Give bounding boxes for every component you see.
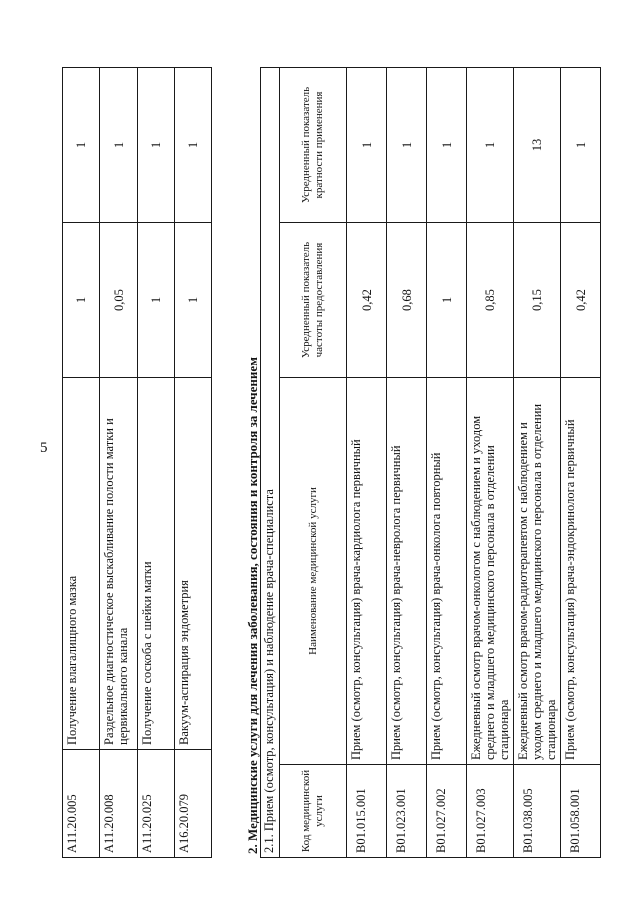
table-row (63, 68, 100, 858)
frequency-value: 1 (63, 223, 100, 378)
service-name: Прием (осмотр, консультация) врача-невролога первичный (387, 378, 427, 765)
header-code: Код медицинской услуги (280, 765, 347, 858)
service-code: B01.027.002 (427, 765, 467, 858)
frequency-value: 0,42 (347, 223, 387, 378)
multiplicity-value: 1 (347, 67, 387, 222)
lower-table (260, 67, 601, 858)
service-name: Прием (осмотр, консультация) врача-эндокринолога первичный (561, 378, 601, 765)
frequency-value: 0,05 (100, 223, 138, 378)
frequency-value: 0,68 (387, 223, 427, 378)
header-name: Наименование медицинской услуги (280, 378, 347, 765)
table-row (347, 67, 387, 857)
service-code: B01.023.001 (387, 765, 427, 858)
frequency-value: 0,42 (561, 223, 601, 378)
multiplicity-value: 1 (175, 68, 212, 223)
upper-table (62, 67, 212, 858)
table-row (467, 67, 514, 857)
multiplicity-value: 1 (138, 68, 175, 223)
table-row (175, 68, 212, 858)
table-row (514, 67, 561, 857)
multiplicity-value: 13 (514, 67, 561, 222)
page-number: 5 (40, 440, 48, 456)
frequency-value: 1 (138, 223, 175, 378)
service-code: A11.20.008 (100, 750, 138, 858)
section-title: 2. Медицинские услуги для лечения заболевания, состояния и контроля за лечением (245, 356, 260, 854)
table-row (138, 68, 175, 858)
service-code: B01.038.005 (514, 765, 561, 858)
frequency-value: 1 (175, 223, 212, 378)
table-row (561, 67, 601, 857)
service-name: Ежедневный осмотр врачом-онкологом с наблюдением и уходом среднего и младшего медицинского персонала в отделении стационара (467, 378, 514, 765)
table-row (100, 68, 138, 858)
multiplicity-value: 1 (63, 68, 100, 223)
frequency-value: 0,85 (467, 223, 514, 378)
service-name: Прием (осмотр, консультация) врача-кардиолога первичный (347, 378, 387, 765)
header-multiplicity: Усредненный показатель кратности применения (280, 67, 347, 222)
service-name: Получение влагалищного мазка (63, 378, 100, 750)
service-name: Ежедневный осмотр врачом-радиотерапевтом с наблюдением и уходом среднего и младшего медицинского персонала в отделении стационара (514, 378, 561, 765)
header-row (280, 67, 347, 857)
service-code: A11.20.005 (63, 750, 100, 858)
multiplicity-value: 1 (387, 67, 427, 222)
service-name: Вакуум-аспирация эндометрия (175, 378, 212, 750)
service-code: B01.015.001 (347, 765, 387, 858)
service-code: B01.058.001 (561, 765, 601, 858)
service-code: B01.027.003 (467, 765, 514, 858)
multiplicity-value: 1 (100, 68, 138, 223)
frequency-value: 1 (427, 223, 467, 378)
service-code: A16.20.079 (175, 750, 212, 858)
rotated-content (62, 68, 614, 858)
frequency-value: 0,15 (514, 223, 561, 378)
service-code: A11.20.025 (138, 750, 175, 858)
subsection-title: 2.1. Прием (осмотр, консультация) и наблюдение врача-специалиста (261, 67, 280, 857)
table-row (387, 67, 427, 857)
multiplicity-value: 1 (467, 67, 514, 222)
multiplicity-value: 1 (561, 67, 601, 222)
service-name: Получение соскоба с шейки матки (138, 378, 175, 750)
service-name: Раздельное диагностическое выскабливание полости матки и цервикального канала (100, 378, 138, 750)
subsection-row (261, 67, 280, 857)
service-name: Прием (осмотр, консультация) врача-онколога повторный (427, 378, 467, 765)
multiplicity-value: 1 (427, 67, 467, 222)
table-row (427, 67, 467, 857)
header-frequency: Усредненный показатель частоты предоставления (280, 223, 347, 378)
